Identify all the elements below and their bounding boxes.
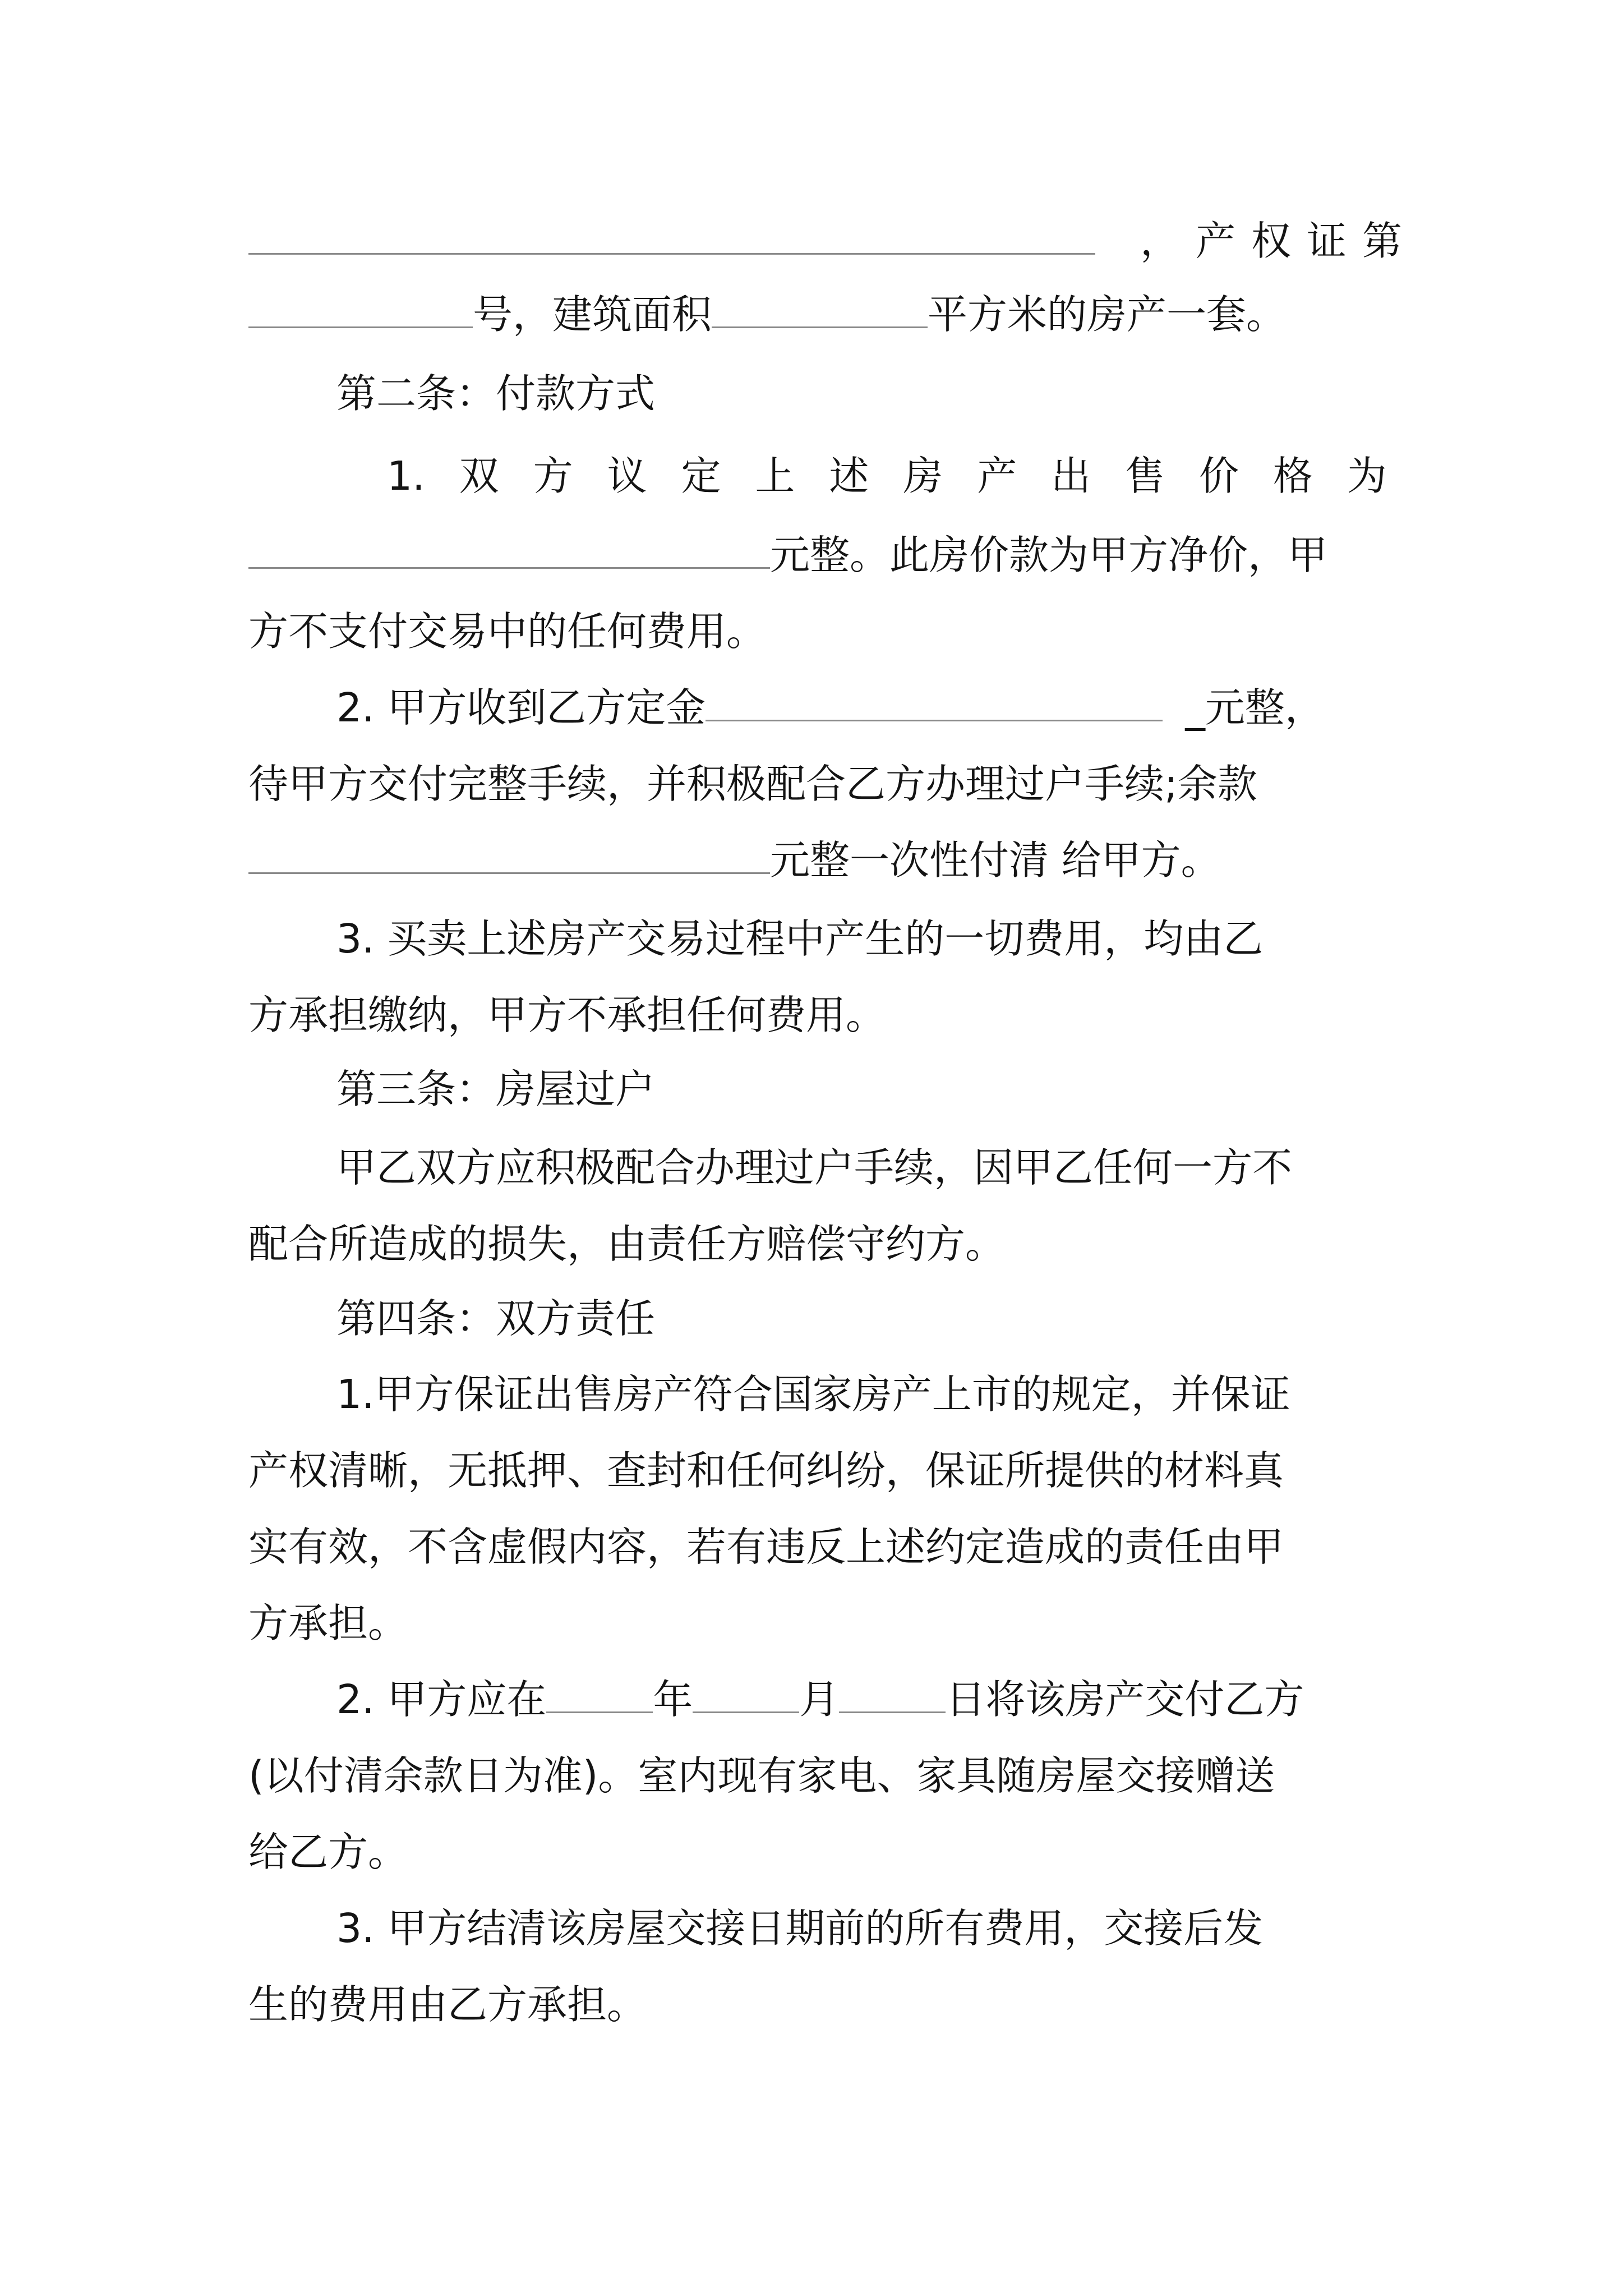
blank-day[interactable]	[839, 1674, 946, 1713]
char: 价	[1199, 453, 1239, 499]
line-text: 月	[799, 1676, 840, 1723]
line-text: 生的费用由乙方承担。	[248, 1981, 647, 2028]
char: 1.	[387, 453, 425, 499]
heading-text: 第二条：付款方式	[336, 370, 656, 417]
line-net-price	[248, 527, 1387, 583]
char: 方	[533, 453, 573, 499]
section-heading	[336, 1291, 1387, 1347]
line-text: ，产权证第	[1140, 218, 1418, 264]
blank-month[interactable]	[693, 1674, 799, 1713]
line-text: 实有效，不含虚假内容，若有违反上述约定造成的责任由甲	[248, 1524, 1284, 1570]
line-building-area	[248, 287, 1387, 343]
char: 述	[829, 453, 869, 499]
line-text: (以付清余款日为准)。室内现有家电、家具随房屋交接赠送	[248, 1752, 1275, 1799]
line-text: 待甲方交付完整手续，并积极配合乙方办理过户手续;余款	[248, 761, 1257, 807]
line-text-row	[336, 1366, 1387, 1423]
char: 定	[681, 453, 721, 499]
line-text: 元整。此房价款为甲方净价，甲	[770, 532, 1328, 578]
line-text-row	[248, 1824, 1387, 1880]
line-text-row	[248, 1216, 1387, 1272]
line-text: 产权清晰，无抵押、查封和任何纠纷，保证所提供的材料真	[248, 1447, 1284, 1494]
blank-field[interactable]	[248, 530, 770, 569]
line-text: 元整一次性付清 给甲方。	[770, 837, 1221, 884]
line-text-row	[248, 1443, 1387, 1499]
line-text: 2. 甲方应在	[336, 1676, 547, 1723]
char: 上	[755, 453, 795, 499]
line-text: 2. 甲方收到乙方定金	[336, 684, 706, 731]
char: 出	[1051, 453, 1091, 499]
char: 为	[1347, 453, 1387, 499]
char: 议	[607, 453, 647, 499]
line-text-row	[248, 756, 1387, 812]
blank-field[interactable]	[706, 682, 1163, 721]
line-text: 配合所造成的损失，由责任方赔偿守约方。	[248, 1221, 1006, 1267]
line-text: 平方米的房产一套。	[928, 291, 1287, 338]
line-property-cert	[248, 213, 1418, 269]
char: 房	[903, 453, 943, 499]
blank-field[interactable]	[248, 215, 1095, 255]
line-handover-date	[336, 1672, 1387, 1728]
line-price-intro	[387, 448, 1387, 504]
line-text: 方承担。	[248, 1600, 408, 1646]
line-text: _元整，	[1185, 684, 1325, 731]
line-text-row	[248, 987, 1387, 1043]
line-text: 方承担缴纳，甲方不承担任何费用。	[248, 992, 886, 1038]
blank-field[interactable]	[248, 289, 473, 328]
line-text-row	[336, 1140, 1387, 1196]
line-text-row	[248, 604, 1387, 660]
line-text: 年	[653, 1676, 693, 1723]
heading-text: 第三条：房屋过户	[336, 1066, 656, 1112]
line-text: 甲乙双方应积极配合办理过户手续，因甲乙任何一方不	[336, 1144, 1293, 1191]
line-text-row	[248, 1977, 1387, 2033]
blank-field[interactable]	[712, 289, 928, 328]
line-text: 方不支付交易中的任何费用。	[248, 608, 767, 655]
line-text-row	[248, 1595, 1387, 1651]
section-heading	[336, 366, 1387, 422]
line-text-row	[248, 1519, 1387, 1575]
line-text: 3. 买卖上述房产交易过程中产生的一切费用，均由乙	[336, 915, 1264, 962]
line-text-row	[336, 911, 1387, 967]
line-text: 1.甲方保证出售房产符合国家房产上市的规定，并保证	[336, 1371, 1290, 1418]
line-balance	[248, 832, 1387, 889]
blank-year[interactable]	[546, 1674, 653, 1713]
heading-text: 第四条：双方责任	[336, 1295, 656, 1342]
line-text: 日将该房产交付乙方	[946, 1676, 1304, 1723]
line-text-row	[336, 1901, 1387, 1957]
char: 双	[459, 453, 499, 499]
blank-field[interactable]	[248, 835, 770, 874]
line-text: 号，建筑面积	[473, 291, 712, 338]
line-deposit	[336, 680, 1387, 736]
char: 格	[1272, 453, 1313, 499]
line-text: 给乙方。	[248, 1829, 408, 1875]
char: 售	[1125, 453, 1165, 499]
line-text-row	[248, 1748, 1387, 1804]
line-text: 3. 甲方结清该房屋交接日期前的所有费用，交接后发	[336, 1905, 1264, 1952]
char: 产	[977, 453, 1017, 499]
section-heading	[336, 1061, 1387, 1117]
